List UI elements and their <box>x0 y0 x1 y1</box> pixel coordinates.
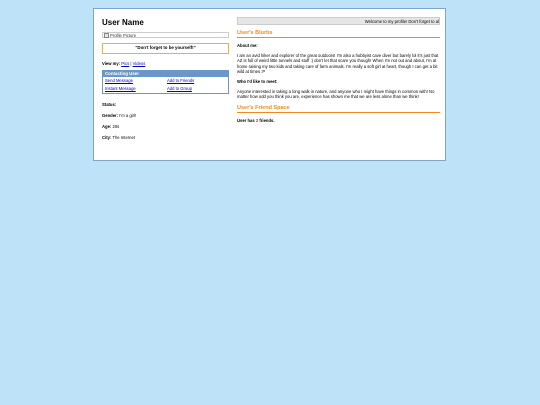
broken-image-icon <box>104 33 109 38</box>
friend-count-prefix: User has <box>237 117 255 123</box>
view-my-label: View my: <box>102 61 121 66</box>
instant-message-link[interactable]: Instant Message <box>105 86 136 91</box>
blurbs-heading: User's Blurbs <box>237 30 440 38</box>
contact-box-header: Contacting User <box>103 71 228 77</box>
gender-field <box>102 113 229 118</box>
age-field <box>102 124 229 129</box>
profile-picture-alt-text: Profile Picture <box>110 32 137 38</box>
videos-link[interactable]: Videos <box>132 61 146 66</box>
friend-count: 2 <box>255 117 259 123</box>
contact-box <box>102 70 229 94</box>
city-value: The Internet <box>112 135 135 140</box>
view-my-links <box>102 61 229 66</box>
who-to-meet-text: Anyone interested in taking a long walk in nature, and anyone who I might have things in common with! No matter how odd you think you are, experience has shown me that we are less alone than we think! <box>237 89 435 100</box>
friend-space-heading: User's Friend Space <box>237 105 440 113</box>
city-label: City: <box>102 135 112 140</box>
view-links-separator: | <box>130 61 132 66</box>
city-field <box>102 135 229 140</box>
friend-count-suffix: friends. <box>259 117 275 123</box>
friend-count-line <box>237 118 440 123</box>
gender-label: Gender: <box>102 113 119 118</box>
gender-value: I'm a girl! <box>119 113 137 118</box>
status-field <box>102 102 229 107</box>
send-message-link[interactable]: Send Message <box>105 78 133 83</box>
right-column <box>237 17 440 123</box>
age-label: Age: <box>102 124 112 129</box>
profile-page <box>93 8 446 161</box>
left-column <box>102 17 229 140</box>
about-me-label: About me: <box>237 43 258 48</box>
user-name-heading: User Name <box>102 18 144 27</box>
age-value: 20s <box>112 124 120 129</box>
welcome-marquee: Welcome to my profile! Don't forget to al <box>237 17 440 25</box>
contact-actions <box>103 77 228 93</box>
add-to-friends-link[interactable]: Add to Friends <box>167 78 195 83</box>
profile-picture[interactable] <box>102 32 229 38</box>
pics-link[interactable]: Pics <box>121 61 130 66</box>
who-to-meet-label: Who I'd like to meet: <box>237 79 278 85</box>
status-label: Status: <box>102 102 117 107</box>
add-to-group-link[interactable]: Add to Group <box>167 86 192 91</box>
about-me-text: I am an avid hiker and explorer of the great outdoors! I'm also a hobbyist cave diver but barely lol it's just that AZ is full of weird little tunnels and stuff :) don't let that scare you though! When I'm not out and about, I'm at home raising my two kids and taking care of farm animals. I'm really a soft girl at heart, though I can get a bit wild at times :P <box>237 53 439 74</box>
profile-tagline: "Don't forget to be yourself!" <box>102 43 229 54</box>
